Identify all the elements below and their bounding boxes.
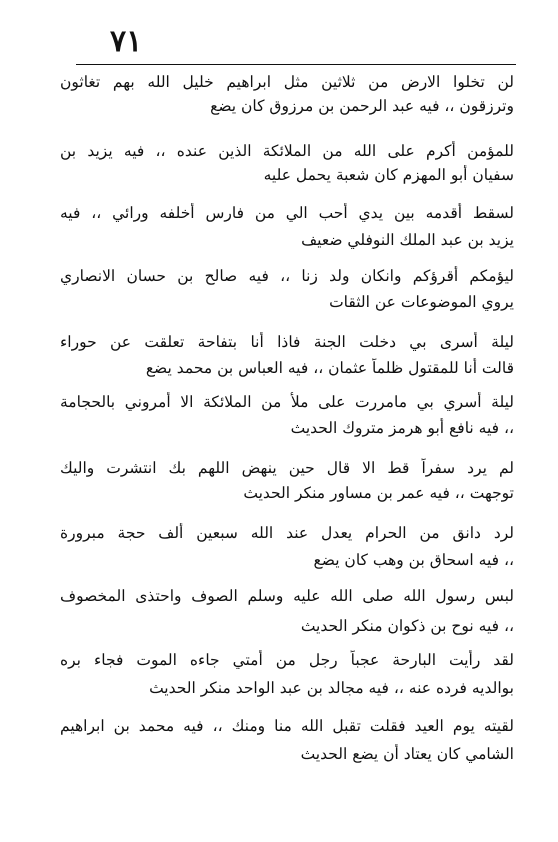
entry-narrator-line: ،، فيه نوح بن ذكوان منكر الحديث (300, 617, 514, 635)
header-rule (76, 64, 516, 65)
entry-text-line: لرد دانق من الحرام يعدل عند الله سبعين ألف حجة مبرورة (60, 524, 514, 542)
entry-text-line: لسقط أقدمه بين يدي أحب الي من فارس أخلفه ورائي ،، فيه (60, 204, 514, 222)
entry-text-line: للمؤمن أكرم على الله من الملائكة الذين عنده ،، فيه يزيد بن (60, 142, 514, 160)
entry-text-line: ليلة أسرى بي دخلت الجنة فاذا أنا بتفاحة تعلقت عن حوراء (60, 333, 514, 351)
entry-narrator-line: ،، فيه اسحاق بن وهب كان يضع (313, 551, 514, 569)
entry-text-line: لقيته يوم العيد فقلت تقبل الله منا ومنك ،، فيه محمد بن ابراهيم (60, 717, 514, 735)
entry-narrator-line: يروي الموضوعات عن الثقات (329, 293, 514, 311)
entry-narrator-line: توجهت ،، فيه عمر بن مساور منكر الحديث (243, 484, 514, 502)
entry-narrator-line: قالت أنا للمقتول ظلماً عثمان ،، فيه العباس بن محمد يضع (145, 359, 514, 377)
entry-text-line: لقد رأيت البارحة عجباً رجل من أمتي جاءه الموت فجاء بره (60, 651, 514, 669)
entry-text-line: لن تخلوا الارض من ثلاثين مثل ابراهيم خليل الله بهم تغاثون (60, 73, 514, 91)
page-number: ٧١ (110, 24, 143, 59)
entry-narrator-line: بوالديه فرده عنه ،، فيه مجالد بن عبد الواحد منكر الحديث (149, 679, 514, 697)
entry-narrator-line: سفيان أبو المهزم كان شعبة يحمل عليه (263, 166, 514, 184)
entry-narrator-line: يزيد بن عبد الملك النوفلي ضعيف (301, 231, 514, 249)
entry-text-line: لم يرد سفراً قط الا قال حين ينهض اللهم بك انتشرت واليك (60, 459, 514, 477)
entry-text-line: لبس رسول الله صلى الله عليه وسلم الصوف واحتذى المخصوف (60, 587, 514, 605)
entry-narrator-line: ،، فيه نافع أبو هرمز متروك الحديث (290, 419, 514, 437)
entry-text-line: ليؤمكم أقرؤكم وانكان ولد زنا ،، فيه صالح بن حسان الانصاري (60, 267, 514, 285)
entry-text-line: ليلة أسري بي مامررت على ملأ من الملائكة الا أمروني بالحجامة (60, 393, 514, 411)
entry-narrator-line: الشامي كان يعتاد أن يضع الحديث (300, 745, 514, 763)
entry-narrator-line: وترزقون ،، فيه عبد الرحمن بن مرزوق كان يضع (210, 97, 514, 115)
